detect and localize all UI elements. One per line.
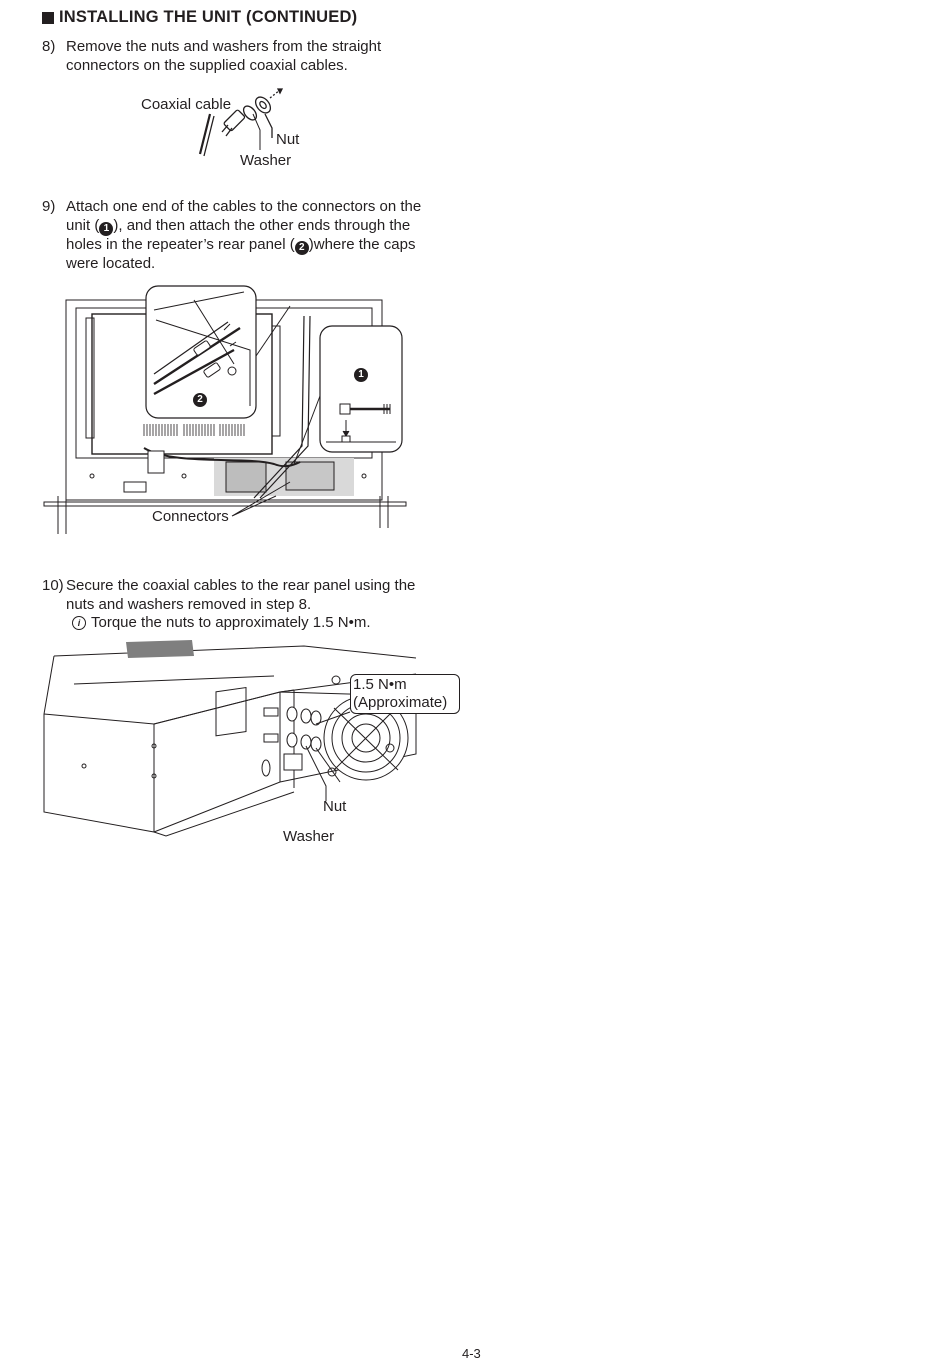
black-square-icon xyxy=(42,12,54,24)
step-10-number: 10) xyxy=(42,577,64,594)
step-10-text: Secure the coaxial cables to the rear panel using the nuts and washers removed in step 8. xyxy=(66,577,416,613)
step-9 xyxy=(42,198,442,273)
step-8 xyxy=(42,38,442,75)
step-8-number: 8) xyxy=(42,38,56,55)
label-nut: Nut xyxy=(276,131,300,148)
marker-1-icon: 1 xyxy=(99,222,113,236)
step-10 xyxy=(42,577,442,633)
page-number: 4-3 xyxy=(462,1346,481,1361)
label-washer: Washer xyxy=(240,152,292,169)
label-washer-2: Washer xyxy=(283,828,335,845)
label-torque-approx: (Approximate) xyxy=(353,694,448,711)
step-8-text: Remove the nuts and washers from the straight connectors on the supplied coaxial cables. xyxy=(66,38,382,74)
step-10-note-text: Torque the nuts to approximately 1.5 N•m. xyxy=(91,614,371,631)
figure-marker-2: 2 xyxy=(193,393,207,407)
washer-leader xyxy=(250,110,280,155)
section-title: INSTALLING THE UNIT (CONTINUED) xyxy=(59,8,358,26)
step-9-text: Attach one end of the cables to the connectors on the unit ( 1 ), and then attach the other ends through the holes in the repeater’s rear panel ( 2 )where the caps were located. xyxy=(66,198,422,272)
step-9-number: 9) xyxy=(42,198,56,215)
figure-marker-1: 1 xyxy=(354,368,368,382)
rear-panel-torque-figure xyxy=(44,636,420,846)
info-icon: i xyxy=(72,616,86,630)
label-connectors: Connectors xyxy=(152,508,229,525)
label-nut-2: Nut xyxy=(323,798,347,815)
marker-2-icon: 2 xyxy=(295,241,309,255)
section-heading xyxy=(42,8,357,27)
repeater-rear-panel-figure xyxy=(44,286,406,536)
step-10-note xyxy=(72,614,442,633)
label-coaxial-cable: Coaxial cable xyxy=(141,96,232,113)
label-torque-value: 1.5 N•m xyxy=(353,676,407,693)
